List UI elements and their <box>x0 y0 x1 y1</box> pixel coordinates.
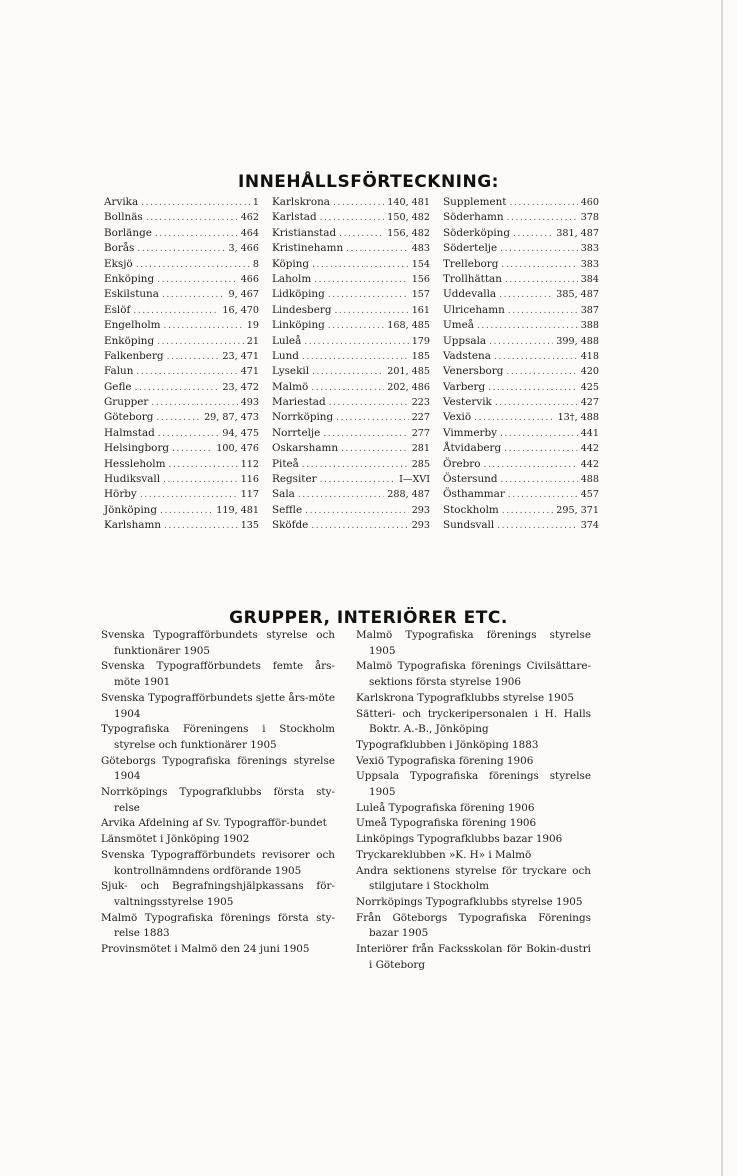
toc-entry <box>104 518 259 533</box>
toc-entry-page: 387 <box>580 304 599 316</box>
toc-entry <box>272 349 430 364</box>
dot-leader <box>484 458 578 473</box>
dot-leader <box>146 211 238 226</box>
toc-entry-name: Vadstena <box>443 349 491 362</box>
toc-entry <box>272 241 430 256</box>
toc-entry-name: Malmö <box>272 380 309 393</box>
toc-entry-page: 493 <box>240 397 259 409</box>
toc-entry-name: Sundsvall <box>443 519 495 532</box>
toc-entry-page: 179 <box>411 335 430 347</box>
group-entry: Malmö Typografiska förenings första sty-relse 1883 <box>101 911 335 940</box>
toc-entry-name: Köping <box>272 257 310 270</box>
dot-leader <box>508 488 578 503</box>
group-entry: Umeå Typografiska förening 1906 <box>356 817 537 830</box>
toc-entry-name: Vexiö <box>443 411 472 424</box>
toc-entry-page: 117 <box>240 489 259 501</box>
group-entry: Svenska Typografförbundets femte års-möte 1901 <box>101 660 335 689</box>
toc-entry <box>104 334 259 349</box>
toc-entry-page: 295, 371 <box>556 504 599 516</box>
toc-entry <box>443 287 599 302</box>
dot-leader <box>137 242 225 257</box>
dot-leader <box>497 519 577 534</box>
toc-entry-page: 116 <box>240 474 259 486</box>
toc-entry-name: Lund <box>272 349 299 362</box>
toc-entry <box>443 395 599 410</box>
toc-entry-page: 293 <box>411 520 430 532</box>
toc-entry-name: Halmstad <box>104 426 155 439</box>
toc-entry-page: 135 <box>240 520 259 532</box>
dot-leader <box>135 381 220 396</box>
group-entry: Vexiö Typografiska förening 1906 <box>356 754 534 767</box>
toc-entry-page: 112 <box>240 458 259 470</box>
toc-entry-name: Bollnäs <box>104 211 143 224</box>
toc-entry-page: 19 <box>246 320 259 332</box>
group-entry: Länsmötet i Jönköping 1902 <box>101 833 250 846</box>
dot-leader <box>311 519 408 534</box>
toc-entry-name: Söderhamn <box>443 211 504 224</box>
toc-entry-name: Stockholm <box>443 503 499 516</box>
toc-entry-name: Eslöf <box>104 303 131 316</box>
dot-leader <box>162 288 226 303</box>
dot-leader <box>500 427 578 442</box>
dot-leader <box>474 411 554 426</box>
toc-entry <box>272 441 430 456</box>
toc-entry-page: 383 <box>580 258 599 270</box>
group-entry: Karlskrona Typografklubbs styrelse 1905 <box>356 691 574 704</box>
dot-leader <box>158 427 220 442</box>
group-entry: Linköpings Typografklubbs bazar 1906 <box>356 833 563 846</box>
toc-entry-page: 29, 87, 473 <box>204 412 259 424</box>
toc-entry-page: 150, 482 <box>387 212 430 224</box>
toc-entry-name: Regsiter <box>272 473 317 486</box>
toc-entry <box>104 380 259 395</box>
dot-leader <box>323 427 408 442</box>
toc-entry-name: Oskarshamn <box>272 442 339 455</box>
toc-entry-page: 3, 466 <box>228 243 259 255</box>
toc-entry <box>443 226 599 241</box>
toc-entry-page: 23, 472 <box>222 381 259 393</box>
group-entry: Svenska Typografförbundets sjette års-möte 1904 <box>101 691 335 720</box>
toc-entry <box>443 503 599 518</box>
toc-entry-page: 223 <box>411 397 430 409</box>
toc-entry-page: 185 <box>411 350 430 362</box>
toc-entry-name: Umeå <box>443 319 474 332</box>
toc-entry-name: Lindesberg <box>272 303 332 316</box>
dot-leader <box>509 196 577 211</box>
dot-leader <box>489 335 553 350</box>
toc-entry-name: Kristianstad <box>272 226 337 239</box>
dot-leader <box>133 304 219 319</box>
toc-entry-name: Hudiksvall <box>104 473 161 486</box>
dot-leader <box>339 227 384 242</box>
toc-entry-name: Enköping <box>104 334 155 347</box>
group-entry: Interiörer från Facksskolan för Bokin-dustri i Göteborg <box>356 943 591 971</box>
toc-entry-page: 483 <box>411 243 430 255</box>
toc-entry-page: 399, 488 <box>556 335 599 347</box>
group-entry: Svenska Typografförbundets revisorer och kontrollnämndens ordförande 1905 <box>101 848 335 877</box>
dot-leader <box>141 196 250 211</box>
toc-entry <box>272 410 430 425</box>
toc-entry-page: 227 <box>411 412 430 424</box>
dot-leader <box>508 304 578 319</box>
toc-entry <box>272 518 430 533</box>
toc-entry-page: 277 <box>411 427 430 439</box>
toc-entry-page: 157 <box>411 289 430 301</box>
toc-entry <box>104 257 259 272</box>
toc-entry-name: Vestervik <box>443 396 492 409</box>
group-entry: Provinsmötet i Malmö den 24 juni 1905 <box>101 943 310 956</box>
toc-entry-page: 156 <box>411 273 430 285</box>
dot-leader <box>506 365 577 380</box>
toc-entry <box>104 426 259 441</box>
toc-entry <box>272 334 430 349</box>
dot-leader <box>513 227 553 242</box>
dot-leader <box>140 488 238 503</box>
toc-entry <box>443 441 599 456</box>
toc-entry-page: 13†, 488 <box>557 412 599 424</box>
dot-leader <box>304 335 408 350</box>
toc-entry <box>272 364 430 379</box>
group-entry: Göteborgs Typografiska förenings styrelse 1904 <box>101 754 335 783</box>
toc-entry <box>443 380 599 395</box>
toc-entry <box>272 226 430 241</box>
dot-leader <box>336 411 409 426</box>
toc-entry-name: Södertelje <box>443 242 498 255</box>
toc-entry-name: Kristinehamn <box>272 242 344 255</box>
toc-entry-name: Jönköping <box>104 503 157 516</box>
dot-leader <box>172 442 213 457</box>
dot-leader <box>495 396 578 411</box>
toc-entry-name: Varberg <box>443 380 486 393</box>
group-entry: Typografiska Föreningens i Stockholm styrelse och funktionärer 1905 <box>101 723 335 751</box>
toc-entry-page: 462 <box>240 212 259 224</box>
toc-entry-name: Karlshamn <box>104 519 162 532</box>
dot-leader <box>501 258 577 273</box>
toc-entry <box>104 241 259 256</box>
toc-entry-name: Falun <box>104 365 134 378</box>
toc-entry-page: 140, 481 <box>387 197 430 208</box>
toc-entry-name: Söderköping <box>443 226 511 239</box>
dot-leader <box>501 473 578 488</box>
toc-entry <box>272 457 430 472</box>
dot-leader <box>333 196 384 211</box>
toc-entry <box>443 487 599 502</box>
toc-entry-name: Ulricehamn <box>443 303 505 316</box>
toc-entry-name: Norrköping <box>272 411 334 424</box>
toc-entry <box>272 426 430 441</box>
toc-entry-name: Gefle <box>104 380 132 393</box>
group-entry: Malmö Typografiska förenings Civilsättare-sektions första styrelse 1906 <box>356 660 591 689</box>
toc-entry-page: 381, 487 <box>556 227 599 239</box>
toc-entry-page: 383 <box>580 243 599 255</box>
dot-leader <box>341 442 409 457</box>
toc-entry <box>443 195 599 210</box>
toc-entry-name: Örebro <box>443 457 481 470</box>
toc-entry-name: Lidköping <box>272 288 325 301</box>
dot-leader <box>477 319 578 334</box>
groups-column <box>356 628 591 973</box>
toc-entry <box>272 257 430 272</box>
dot-leader <box>502 504 553 519</box>
dot-leader <box>157 273 238 288</box>
dot-leader <box>320 473 396 488</box>
dot-leader <box>312 258 409 273</box>
toc-entry <box>272 287 430 302</box>
dot-leader <box>312 365 384 380</box>
toc-entry <box>272 380 430 395</box>
dot-leader <box>504 442 578 457</box>
toc-entry <box>104 195 259 210</box>
toc-entry <box>104 210 259 225</box>
toc-entry-name: Venersborg <box>443 365 504 378</box>
groups-column <box>101 628 335 958</box>
toc-entry <box>443 364 599 379</box>
dot-leader <box>151 396 237 411</box>
dot-leader <box>163 473 238 488</box>
toc-entry-page: 1 <box>252 197 259 208</box>
toc-entry <box>104 226 259 241</box>
toc-entry-page: 425 <box>580 381 599 393</box>
dot-leader <box>507 211 578 226</box>
toc-entry-page: 427 <box>580 397 599 409</box>
toc-column <box>104 195 259 534</box>
toc-entry-name: Borlänge <box>104 226 152 239</box>
toc-entry-name: Laholm <box>272 272 312 285</box>
toc-entry <box>104 287 259 302</box>
dot-leader <box>164 519 238 534</box>
dot-leader <box>499 288 553 303</box>
toc-entry-name: Borås <box>104 242 135 255</box>
group-entry: Svenska Typografförbundets styrelse och funktionärer 1905 <box>101 629 335 657</box>
toc-entry-page: 168, 485 <box>387 320 430 332</box>
toc-entry <box>104 487 259 502</box>
toc-entry-name: Uppsala <box>443 334 487 347</box>
toc-entry <box>104 303 259 318</box>
group-entry: Luleå Typografiska förening 1906 <box>356 801 535 814</box>
dot-leader <box>314 273 408 288</box>
toc-entry-name: Grupper <box>104 396 149 409</box>
toc-entry <box>104 410 259 425</box>
toc-entry-page: 100, 476 <box>216 443 259 455</box>
group-entry: Arvika Afdelning af Sv. Typografför-bundet <box>101 817 327 830</box>
toc-entry-name: Göteborg <box>104 411 154 424</box>
toc-entry-name: Hörby <box>104 488 137 501</box>
toc-entry-name: Sala <box>272 488 295 501</box>
groups-heading: GRUPPER, INTERIÖRER ETC. <box>229 608 508 629</box>
toc-entry-name: Luleå <box>272 334 302 347</box>
toc-entry <box>443 518 599 533</box>
dot-leader <box>328 319 384 334</box>
toc-entry-page: 385, 487 <box>556 289 599 301</box>
group-entry: Sjuk- och Begrafningshjälpkassans för-valtningsstyrelse 1905 <box>101 880 335 908</box>
toc-entry <box>443 349 599 364</box>
toc-entry-name: Linköping <box>272 319 325 332</box>
dot-leader <box>329 396 409 411</box>
toc-entry-page: 293 <box>411 504 430 516</box>
toc-entry <box>272 503 430 518</box>
group-entry: Malmö Typografiska förenings styrelse 1905 <box>356 629 591 657</box>
toc-entry-name: Mariestad <box>272 396 326 409</box>
toc-entry-page: 119, 481 <box>216 504 259 516</box>
dot-leader <box>302 350 409 365</box>
toc-entry <box>443 241 599 256</box>
toc-entry-page: 161 <box>411 304 430 316</box>
toc-entry-name: Vimmerby <box>443 426 497 439</box>
toc-entry <box>443 334 599 349</box>
dot-leader <box>320 211 385 226</box>
toc-entry-page: 418 <box>580 350 599 362</box>
toc-entry <box>104 272 259 287</box>
toc-entry-page: 285 <box>411 458 430 470</box>
dot-leader <box>155 227 238 242</box>
toc-entry-page: 384 <box>580 273 599 285</box>
toc-entry <box>104 472 259 487</box>
dot-leader <box>500 242 578 257</box>
toc-entry-page: 16, 470 <box>222 304 259 316</box>
toc-entry-page: 420 <box>580 366 599 378</box>
toc-entry-page: 202, 486 <box>387 381 430 393</box>
dot-leader <box>302 458 409 473</box>
dot-leader <box>334 304 408 319</box>
group-entry: Tryckareklubben »K. H» i Malmö <box>356 848 532 861</box>
dot-leader <box>160 504 213 519</box>
toc-entry <box>104 395 259 410</box>
dot-leader <box>157 335 244 350</box>
toc-entry <box>272 318 430 333</box>
toc-entry <box>443 457 599 472</box>
toc-entry <box>104 318 259 333</box>
dot-leader <box>488 381 578 396</box>
toc-entry-name: Engelholm <box>104 319 161 332</box>
dot-leader <box>328 288 409 303</box>
toc-entry-page: 442 <box>580 443 599 455</box>
toc-entry-page: 21 <box>246 335 259 347</box>
toc-entry-page: 388 <box>580 320 599 332</box>
toc-entry-page: 442 <box>580 458 599 470</box>
toc-entry-name: Östhammar <box>443 488 505 501</box>
toc-entry-name: Seffle <box>272 503 303 516</box>
toc-entry-page: 23, 471 <box>222 350 259 362</box>
toc-entry-page: 9, 467 <box>228 289 259 301</box>
toc-entry-name: Eksjö <box>104 257 133 270</box>
toc-entry <box>272 487 430 502</box>
toc-column <box>443 195 599 534</box>
toc-entry-name: Hessleholm <box>104 457 166 470</box>
toc-entry-page: 374 <box>580 520 599 532</box>
toc-entry <box>443 318 599 333</box>
toc-entry-page: 471 <box>240 366 259 378</box>
toc-entry-name: Helsingborg <box>104 442 170 455</box>
dot-leader <box>311 381 384 396</box>
toc-entry <box>272 210 430 225</box>
toc-entry <box>443 303 599 318</box>
toc-entry <box>104 457 259 472</box>
toc-entry <box>272 303 430 318</box>
toc-entry <box>104 349 259 364</box>
toc-entry <box>104 441 259 456</box>
toc-entry <box>272 272 430 287</box>
dot-leader <box>346 242 409 257</box>
toc-entry-name: Karlskrona <box>272 196 330 208</box>
toc-entry <box>272 395 430 410</box>
toc-entry-name: Falkenberg <box>104 349 164 362</box>
toc-entry-name: Enköping <box>104 272 155 285</box>
dot-leader <box>168 458 237 473</box>
toc-column <box>272 195 430 534</box>
toc-entry <box>272 195 430 210</box>
toc-entry-page: 460 <box>580 197 599 208</box>
toc-entry-page: 288, 487 <box>387 489 430 501</box>
toc-entry-page: I—XVI <box>399 474 430 486</box>
group-entry: Typografklubben i Jönköping 1883 <box>356 738 539 751</box>
toc-entry <box>443 257 599 272</box>
toc-entry-page: 441 <box>580 427 599 439</box>
toc-entry-name: Trelleborg <box>443 257 499 270</box>
toc-entry-page: 154 <box>411 258 430 270</box>
toc-entry-name: Östersund <box>443 473 498 486</box>
toc-entry <box>104 503 259 518</box>
toc-entry-page: 466 <box>240 273 259 285</box>
toc-entry-name: Piteå <box>272 457 299 470</box>
toc-entry-page: 457 <box>580 489 599 501</box>
toc-entry-page: 156, 482 <box>387 227 430 239</box>
toc-entry-name: Supplement <box>443 196 507 208</box>
toc-entry-name: Norrtelje <box>272 426 321 439</box>
group-entry: Uppsala Typografiska förenings styrelse 1905 <box>356 770 591 799</box>
dot-leader <box>505 273 578 288</box>
toc-entry <box>104 364 259 379</box>
dot-leader <box>156 411 201 426</box>
toc-entry-page: 281 <box>411 443 430 455</box>
toc-entry-page: 378 <box>580 212 599 224</box>
group-entry: Från Göteborgs Typografiska Förenings bazar 1905 <box>356 911 591 940</box>
toc-entry-page: 94, 475 <box>222 427 259 439</box>
toc-entry-name: Sköfde <box>272 519 309 532</box>
toc-entry-name: Åtvidaberg <box>443 442 502 455</box>
toc-entry-name: Arvika <box>104 196 139 208</box>
toc-heading: INNEHÅLLSFÖRTECKNING: <box>238 172 499 193</box>
toc-entry-name: Karlstad <box>272 211 317 224</box>
toc-entry <box>272 472 430 487</box>
toc-entry-name: Eskilstuna <box>104 288 159 301</box>
toc-entry-name: Trollhättan <box>443 272 502 285</box>
group-entry: Norrköpings Typografklubbs första sty-relse <box>101 786 335 814</box>
dot-leader <box>167 350 220 365</box>
dot-leader <box>298 488 384 503</box>
toc-entry <box>443 410 599 425</box>
dot-leader <box>136 365 237 380</box>
toc-entry-page: 464 <box>240 227 259 239</box>
group-entry: Sätteri- och tryckeripersonalen i H. Halls Boktr. A.-B., Jönköping <box>356 707 591 736</box>
toc-entry <box>443 272 599 287</box>
group-entry: Norrköpings Typografklubbs styrelse 1905 <box>356 895 583 908</box>
dot-leader <box>136 258 250 273</box>
dot-leader <box>305 504 409 519</box>
toc-entry-name: Lysekil <box>272 365 310 378</box>
toc-entry <box>443 426 599 441</box>
dot-leader <box>164 319 244 334</box>
toc-entry-page: 488 <box>580 474 599 486</box>
toc-entry-name: Uddevalla <box>443 288 497 301</box>
toc-entry-page: 8 <box>252 258 259 270</box>
toc-entry <box>443 210 599 225</box>
toc-entry <box>443 472 599 487</box>
group-entry: Andra sektionens styrelse för tryckare och stilgjutare i Stockholm <box>356 864 591 893</box>
toc-entry-page: 201, 485 <box>387 366 430 378</box>
dot-leader <box>494 350 578 365</box>
